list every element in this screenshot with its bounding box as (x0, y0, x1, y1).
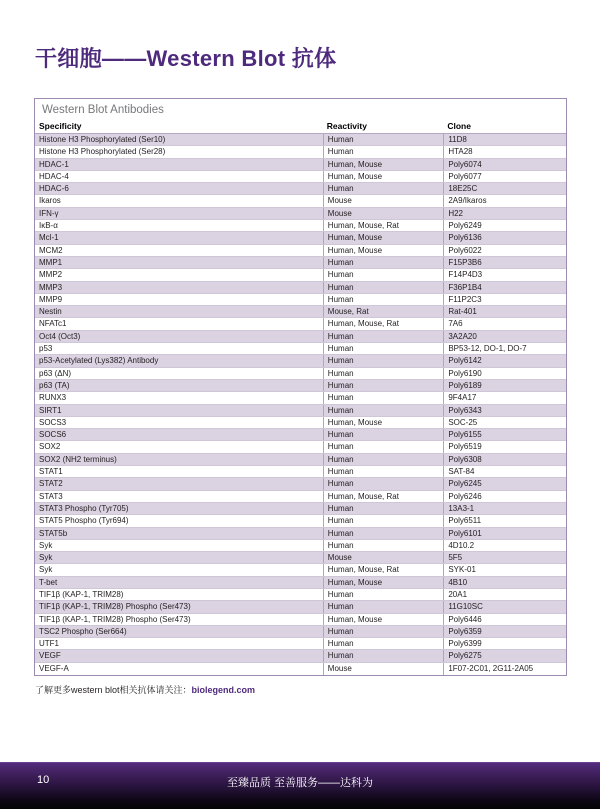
cell-specificity: TIF1β (KAP-1, TRIM28) (39, 589, 124, 599)
cell-clone: F14P4D3 (443, 269, 566, 280)
cell-reactivity: Human (323, 626, 444, 637)
cell-clone: Poly6190 (443, 368, 566, 379)
cell-specificity: VEGF (39, 651, 61, 661)
table-row (35, 245, 566, 257)
cell-reactivity: Human (323, 638, 444, 649)
table-row (35, 540, 566, 552)
table-row (35, 294, 566, 306)
table-row (35, 564, 566, 576)
cell-clone: 20A1 (443, 589, 566, 600)
table-row (35, 650, 566, 662)
cell-reactivity: Human (323, 134, 444, 145)
cell-clone: Poly6074 (443, 159, 566, 170)
cell-reactivity: Mouse, Rat (323, 306, 444, 317)
cell-specificity: STAT5 Phospho (Tyr694) (39, 516, 129, 526)
cell-clone: H22 (443, 208, 566, 219)
cell-specificity: VEGF-A (39, 663, 69, 673)
cell-reactivity: Human (323, 294, 444, 305)
cell-clone: Rat-401 (443, 306, 566, 317)
cell-specificity: Oct4 (Oct3) (39, 331, 81, 341)
cell-clone: 3A2A20 (443, 331, 566, 342)
table-row (35, 614, 566, 626)
cell-specificity: UTF1 (39, 639, 59, 649)
table-row (35, 503, 566, 515)
table-row (35, 454, 566, 466)
cell-specificity: Histone H3 Phosphorylated (Ser28) (39, 147, 166, 157)
cell-specificity: TIF1β (KAP-1, TRIM28) Phospho (Ser473) (39, 602, 191, 612)
cell-specificity: p63 (ΔN) (39, 368, 72, 378)
cell-reactivity: Human (323, 257, 444, 268)
cell-clone: SYK-01 (443, 564, 566, 575)
cell-reactivity: Human, Mouse (323, 232, 444, 243)
cell-clone: F11P2C3 (443, 294, 566, 305)
table-row (35, 380, 566, 392)
cell-reactivity: Human (323, 540, 444, 551)
cell-specificity: Ikaros (39, 196, 61, 206)
cell-reactivity: Human (323, 454, 444, 465)
cell-clone: 11D8 (443, 134, 566, 145)
table-row (35, 159, 566, 171)
cell-reactivity: Human (323, 368, 444, 379)
cell-clone: Poly6511 (443, 515, 566, 526)
table-row (35, 269, 566, 281)
table-row (35, 134, 566, 146)
cell-reactivity: Human (323, 355, 444, 366)
cell-clone: Poly6308 (443, 454, 566, 465)
cell-clone: SOC-25 (443, 417, 566, 428)
table-row (35, 515, 566, 527)
cell-reactivity: Mouse (323, 552, 444, 563)
cell-specificity: TIF1β (KAP-1, TRIM28) Phospho (Ser473) (39, 614, 191, 624)
table-row (35, 368, 566, 380)
table-row (35, 306, 566, 318)
table-row (35, 577, 566, 589)
cell-specificity: Syk (39, 540, 53, 550)
cell-specificity: STAT5b (39, 528, 68, 538)
cell-specificity: TSC2 Phospho (Ser664) (39, 626, 127, 636)
cell-clone: 11G10SC (443, 601, 566, 612)
cell-clone: Poly6359 (443, 626, 566, 637)
table-row (35, 478, 566, 490)
cell-clone: Poly6022 (443, 245, 566, 256)
cell-specificity: HDAC-6 (39, 184, 69, 194)
cell-specificity: p63 (TA) (39, 380, 70, 390)
cell-reactivity: Mouse (323, 663, 444, 675)
cell-clone: 1F07-2C01, 2G11-2A05 (443, 663, 566, 675)
cell-reactivity: Human (323, 650, 444, 661)
cell-reactivity: Human, Mouse, Rat (323, 318, 444, 329)
cell-clone: 4B10 (443, 577, 566, 588)
cell-reactivity: Human (323, 146, 444, 157)
cell-reactivity: Human (323, 429, 444, 440)
cell-clone: SAT-84 (443, 466, 566, 477)
cell-specificity: SIRT1 (39, 405, 62, 415)
table-row (35, 195, 566, 207)
cell-reactivity: Human (323, 515, 444, 526)
table-row (35, 232, 566, 244)
table-row (35, 146, 566, 158)
cell-reactivity: Human (323, 503, 444, 514)
cell-clone: Poly6519 (443, 441, 566, 452)
cell-clone: 9F4A17 (443, 392, 566, 403)
table-row (35, 417, 566, 429)
footnote-text: 了解更多western blot相关抗体请关注： (35, 685, 192, 695)
cell-clone: F36P1B4 (443, 282, 566, 293)
cell-specificity: MMP2 (39, 270, 63, 280)
cell-clone: 4D10.2 (443, 540, 566, 551)
cell-reactivity: Human (323, 380, 444, 391)
cell-specificity: SOX2 (39, 442, 61, 452)
cell-reactivity: Human, Mouse, Rat (323, 220, 444, 231)
cell-clone: Poly6189 (443, 380, 566, 391)
cell-specificity: RUNX3 (39, 393, 67, 403)
table-row (35, 208, 566, 220)
cell-clone: BP53-12, DO-1, DO-7 (443, 343, 566, 354)
cell-reactivity: Human, Mouse (323, 171, 444, 182)
table-row (35, 343, 566, 355)
biolegend-link[interactable]: biolegend.com (191, 685, 256, 695)
cell-reactivity: Human (323, 183, 444, 194)
column-header-reactivity: Reactivity (326, 121, 367, 131)
cell-specificity: MMP3 (39, 282, 63, 292)
antibody-table (34, 98, 567, 676)
cell-reactivity: Human (323, 269, 444, 280)
cell-clone: Poly6077 (443, 171, 566, 182)
table-row (35, 220, 566, 232)
table-row (35, 491, 566, 503)
cell-clone: Poly6245 (443, 478, 566, 489)
cell-reactivity: Human, Mouse, Rat (323, 564, 444, 575)
cell-reactivity: Human (323, 441, 444, 452)
cell-clone: Poly6142 (443, 355, 566, 366)
page-title: 干细胞——Western Blot 抗体 (35, 46, 337, 71)
table-row (35, 663, 566, 675)
cell-specificity: STAT3 Phospho (Tyr705) (39, 503, 129, 513)
table-row (35, 601, 566, 613)
page-number: 10 (37, 774, 50, 786)
footer-bar (0, 762, 600, 809)
cell-reactivity: Human (323, 466, 444, 477)
cell-specificity: SOX2 (NH2 terminus) (39, 454, 117, 464)
table-header-row (35, 119, 566, 134)
cell-specificity: MMP9 (39, 294, 63, 304)
cell-clone: Poly6136 (443, 232, 566, 243)
cell-reactivity: Human (323, 331, 444, 342)
cell-reactivity: Human (323, 405, 444, 416)
table-body (35, 134, 566, 675)
footnote (35, 683, 255, 696)
cell-clone: F15P3B6 (443, 257, 566, 268)
cell-clone: 18E25C (443, 183, 566, 194)
cell-specificity: IκB-α (39, 221, 58, 231)
cell-clone: Poly6275 (443, 650, 566, 661)
table-row (35, 257, 566, 269)
cell-specificity: STAT2 (39, 479, 63, 489)
cell-specificity: Histone H3 Phosphorylated (Ser10) (39, 135, 166, 144)
table-row (35, 552, 566, 564)
cell-specificity: SOCS6 (39, 430, 67, 440)
cell-reactivity: Mouse (323, 208, 444, 219)
table-title: Western Blot Antibodies (42, 104, 164, 116)
table-row (35, 429, 566, 441)
cell-reactivity: Human, Mouse, Rat (323, 491, 444, 502)
table-row (35, 282, 566, 294)
table-row (35, 318, 566, 330)
cell-reactivity: Human, Mouse (323, 577, 444, 588)
table-row (35, 441, 566, 453)
table-row (35, 355, 566, 367)
cell-specificity: IFN-γ (39, 208, 59, 218)
cell-reactivity: Human (323, 282, 444, 293)
cell-reactivity: Human, Mouse (323, 614, 444, 625)
table-row (35, 405, 566, 417)
cell-specificity: p53-Acetylated (Lys382) Antibody (39, 356, 159, 366)
cell-specificity: HDAC-4 (39, 171, 69, 181)
cell-clone: HTA28 (443, 146, 566, 157)
cell-specificity: STAT3 (39, 491, 63, 501)
cell-specificity: NFATc1 (39, 319, 67, 329)
cell-specificity: Mcl-1 (39, 233, 59, 243)
table-row (35, 626, 566, 638)
table-row (35, 331, 566, 343)
cell-specificity: T-bet (39, 577, 58, 587)
cell-reactivity: Human, Mouse (323, 245, 444, 256)
cell-clone: Poly6399 (443, 638, 566, 649)
table-row (35, 466, 566, 478)
cell-reactivity: Human (323, 392, 444, 403)
cell-reactivity: Human, Mouse (323, 417, 444, 428)
table-row (35, 638, 566, 650)
table-row (35, 589, 566, 601)
cell-clone: Poly6446 (443, 614, 566, 625)
cell-reactivity: Human (323, 343, 444, 354)
cell-specificity: MCM2 (39, 245, 63, 255)
cell-clone: Poly6249 (443, 220, 566, 231)
cell-reactivity: Human (323, 601, 444, 612)
cell-specificity: SOCS3 (39, 417, 67, 427)
footer-slogan: 至臻品质 至善服务——达科为 (226, 777, 374, 789)
cell-reactivity: Human (323, 478, 444, 489)
cell-clone: Poly6155 (443, 429, 566, 440)
cell-clone: Poly6343 (443, 405, 566, 416)
table-row (35, 392, 566, 404)
column-header-specificity: Specificity (39, 121, 82, 131)
cell-reactivity: Mouse (323, 195, 444, 206)
column-header-clone: Clone (447, 121, 471, 131)
cell-reactivity: Human, Mouse (323, 159, 444, 170)
cell-reactivity: Human (323, 528, 444, 539)
cell-clone: 7A6 (443, 318, 566, 329)
table-row (35, 528, 566, 540)
table-row (35, 183, 566, 195)
table-row (35, 171, 566, 183)
cell-clone: 5F5 (443, 552, 566, 563)
cell-clone: Poly6246 (443, 491, 566, 502)
cell-clone: Poly6101 (443, 528, 566, 539)
cell-specificity: p53 (39, 344, 53, 354)
cell-specificity: HDAC-1 (39, 159, 69, 169)
cell-specificity: Syk (39, 553, 53, 563)
cell-specificity: MMP1 (39, 257, 63, 267)
cell-clone: 13A3-1 (443, 503, 566, 514)
cell-reactivity: Human (323, 589, 444, 600)
cell-clone: 2A9/Ikaros (443, 195, 566, 206)
cell-specificity: Nestin (39, 307, 62, 317)
cell-specificity: Syk (39, 565, 53, 575)
cell-specificity: STAT1 (39, 467, 63, 477)
